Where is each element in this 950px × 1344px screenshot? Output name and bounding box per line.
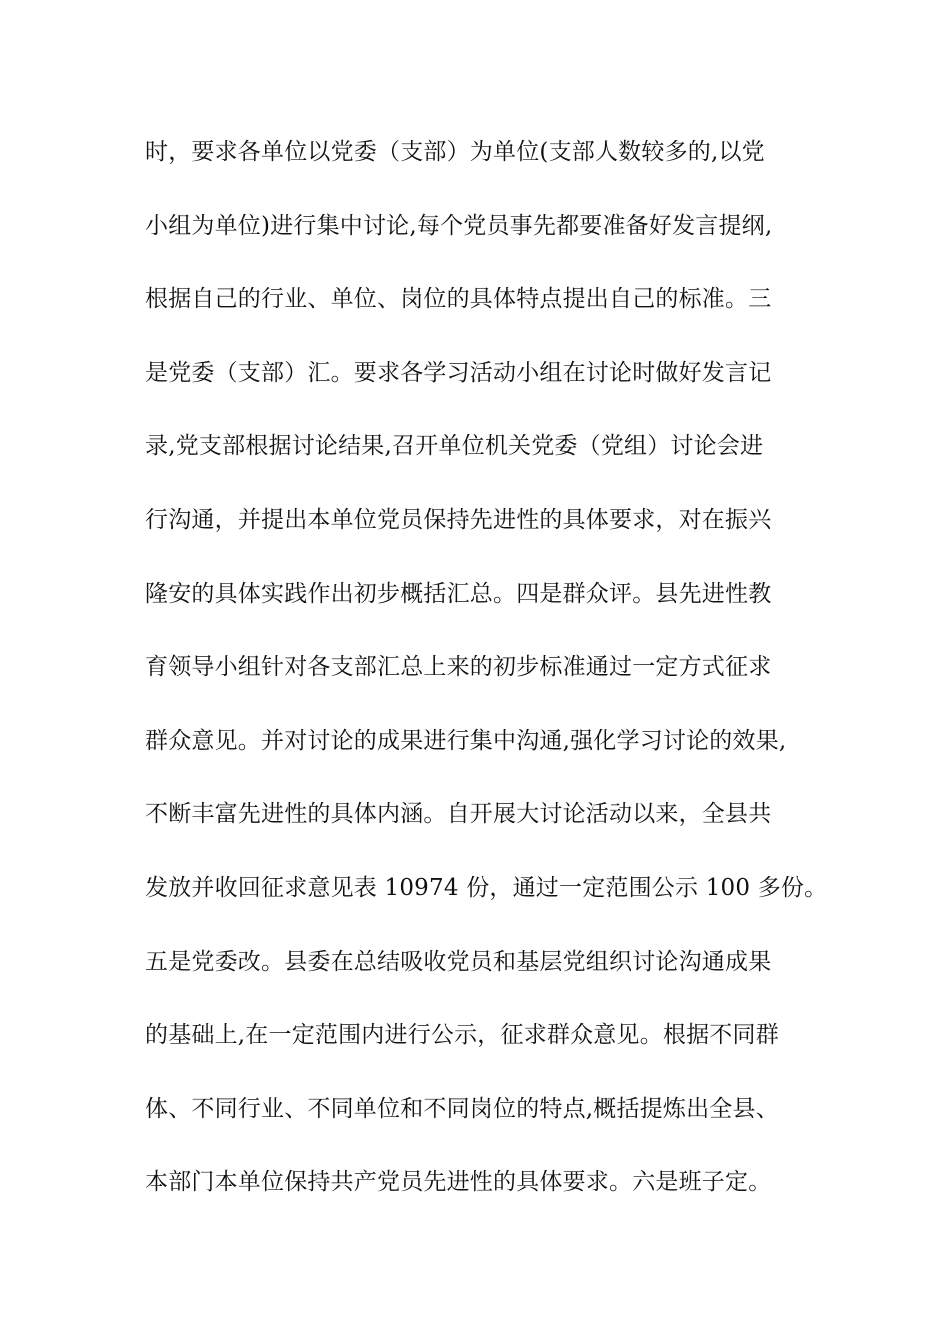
text-line: 小组为单位)进行集中讨论,每个党员事先都要准备好发言提纲, bbox=[145, 212, 773, 239]
text-line: 育领导小组针对各支部汇总上来的初步标准通过一定方式征求 bbox=[145, 654, 772, 681]
text-line: 本部门本单位保持共产党员先进性的具体要求。六是班子定。 bbox=[145, 1169, 772, 1196]
text-line: 是党委（支部）汇。要求各学习活动小组在讨论时做好发言记 bbox=[145, 359, 772, 386]
text-line: 的基础上,在一定范围内进行公示，征求群众意见。根据不同群 bbox=[145, 1022, 779, 1049]
text-line: 不断丰富先进性的具体内涵。自开展大讨论活动以来，全县共 bbox=[145, 801, 772, 828]
text-line: 隆安的具体实践作出初步概括汇总。四是群众评。县先进性教 bbox=[145, 580, 772, 607]
text-line: 群众意见。并对讨论的成果进行集中沟通,强化学习讨论的效果, bbox=[145, 727, 787, 754]
text-line: 根据自己的行业、单位、岗位的具体特点提出自己的标准。三 bbox=[145, 286, 772, 313]
text-line: 行沟通，并提出本单位党员保持先进性的具体要求，对在振兴 bbox=[145, 506, 772, 533]
text-line: 五是党委改。县委在总结吸收党员和基层党组织讨论沟通成果 bbox=[145, 948, 772, 975]
text-line: 时，要求各单位以党委（支部）为单位(支部人数较多的,以党 bbox=[145, 139, 765, 165]
body-text bbox=[145, 128, 835, 1232]
text-line: 录,党支部根据讨论结果,召开单位机关党委（党组）讨论会进 bbox=[145, 433, 764, 460]
text-line: 体、不同行业、不同单位和不同岗位的特点,概括提炼出全县、 bbox=[145, 1095, 779, 1122]
text-line: 发放并收回征求意见表 10974 份，通过一定范围公示 100 多份。 bbox=[145, 874, 828, 901]
